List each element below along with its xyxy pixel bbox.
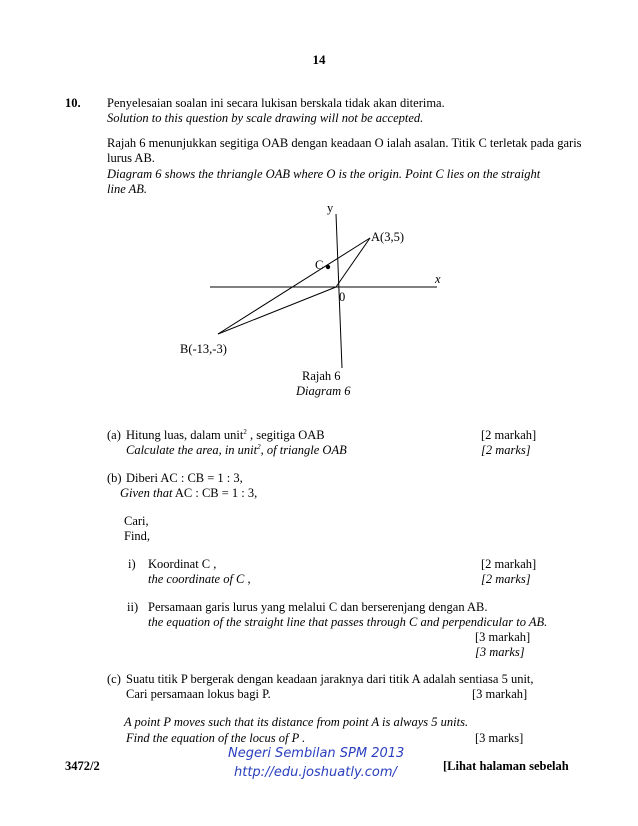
source-url: http://edu.joshuatly.com/ [234, 765, 397, 780]
side-ob [218, 287, 336, 334]
part-b-given-malay: Diberi AC : CB = 1 : 3, [126, 471, 243, 485]
point-a-label: A(3,5) [371, 230, 404, 244]
part-c-text-english-1: A point P moves such that its distance from point A is always 5 units. [124, 715, 469, 729]
part-b-find-english: Find, [124, 529, 151, 543]
intro-malay-line-1: Rajah 6 menunjukkan segitiga OAB dengan keadaan O ialah asalan. Titik C terletak pada garis [107, 136, 582, 150]
origin-label: 0 [339, 290, 346, 304]
part-a-label: (a) [107, 428, 121, 442]
part-a-marks-english: [2 marks] [481, 443, 531, 457]
caption-english: Diagram 6 [296, 384, 351, 398]
part-a-text-english-post: , of triangle OAB [260, 443, 347, 458]
part-c-marks-english [475, 731, 523, 746]
part-b-ii-english: the equation of the straight line that passes through C and perpendicular to AB. [148, 615, 548, 629]
page-number: 14 [312, 52, 326, 67]
side-ab [218, 238, 370, 334]
part-b-i-malay: Koordinat C , [148, 557, 217, 571]
x-axis-label: x [435, 272, 441, 286]
caption-malay: Rajah 6 [302, 369, 341, 383]
part-b-label: (b) [107, 471, 122, 485]
part-c-marks-english-text: [3 marks] [475, 731, 524, 745]
instruction-malay: Penyelesaian soalan ini secara lukisan berskala tidak akan diterima. [107, 96, 445, 110]
point-c-label: C [315, 258, 324, 272]
part-b-given-english-lead: Given that [120, 486, 173, 500]
part-b-given-english-ratio: AC : CB = 1 : 3, [172, 486, 258, 500]
side-oa [336, 238, 370, 287]
instruction-english: Solution to this question by scale drawing will not be accepted. [107, 111, 424, 125]
part-a-text-english-sup: 2 [257, 443, 261, 451]
question-number: 10. [65, 96, 81, 110]
part-b-ii-malay: Persamaan garis lurus yang melalui C dan berserenjang dengan AB. [148, 600, 488, 614]
part-b-ii-marks-english: [3 marks] [475, 645, 525, 659]
next-page-note: [Lihat halaman sebelah [443, 759, 569, 773]
source-watermark: Negeri Sembilan SPM 2013 [228, 746, 405, 761]
paper-code: 3472/2 [65, 759, 100, 773]
intro-english-line-2: line AB. [107, 182, 148, 196]
part-c-text-malay-1: Suatu titik P bergerak dengan keadaan jaraknya dari titik A adalah sentiasa 5 unit, [126, 672, 534, 686]
y-axis-label: y [327, 201, 334, 215]
part-b-ii-label: ii) [127, 600, 139, 614]
part-a-text-english-pre: Calculate the area, in unit [126, 443, 258, 458]
point-b-label: B(-13,-3) [180, 342, 227, 356]
intro-malay-line-2: lurus AB. [107, 151, 155, 165]
part-b-i-marks-english: [2 marks] [481, 572, 531, 586]
intro-english-line-1: Diagram 6 shows the thriangle OAB where O is the origin. Point C lies on the straight [107, 167, 541, 181]
part-a-text-malay [126, 428, 325, 443]
part-a-text-malay-sup: 2 [243, 428, 247, 436]
part-c-text-english-2: Find the equation of the locus of P . [126, 731, 306, 745]
part-a-text-english [126, 443, 347, 458]
part-a-marks-malay: [2 markah] [481, 428, 537, 442]
part-b-given-english [120, 486, 257, 501]
part-c-label: (c) [107, 672, 121, 686]
part-a-text-malay-post: , segitiga OAB [246, 428, 325, 443]
part-b-i-marks-malay: [2 markah] [481, 557, 537, 571]
part-b-i-label: i) [128, 557, 136, 571]
part-c-marks-malay: [3 markah] [472, 687, 528, 701]
part-b-i-english: the coordinate of C , [148, 572, 251, 586]
part-b-ii-marks-malay: [3 markah] [475, 630, 531, 644]
part-a-text-malay-pre: Hitung luas, dalam unit [126, 428, 244, 443]
point-c-dot [326, 265, 330, 269]
part-c-text-malay-2: Cari persamaan lokus bagi P. [126, 687, 271, 701]
part-b-find-malay: Cari, [124, 514, 149, 528]
